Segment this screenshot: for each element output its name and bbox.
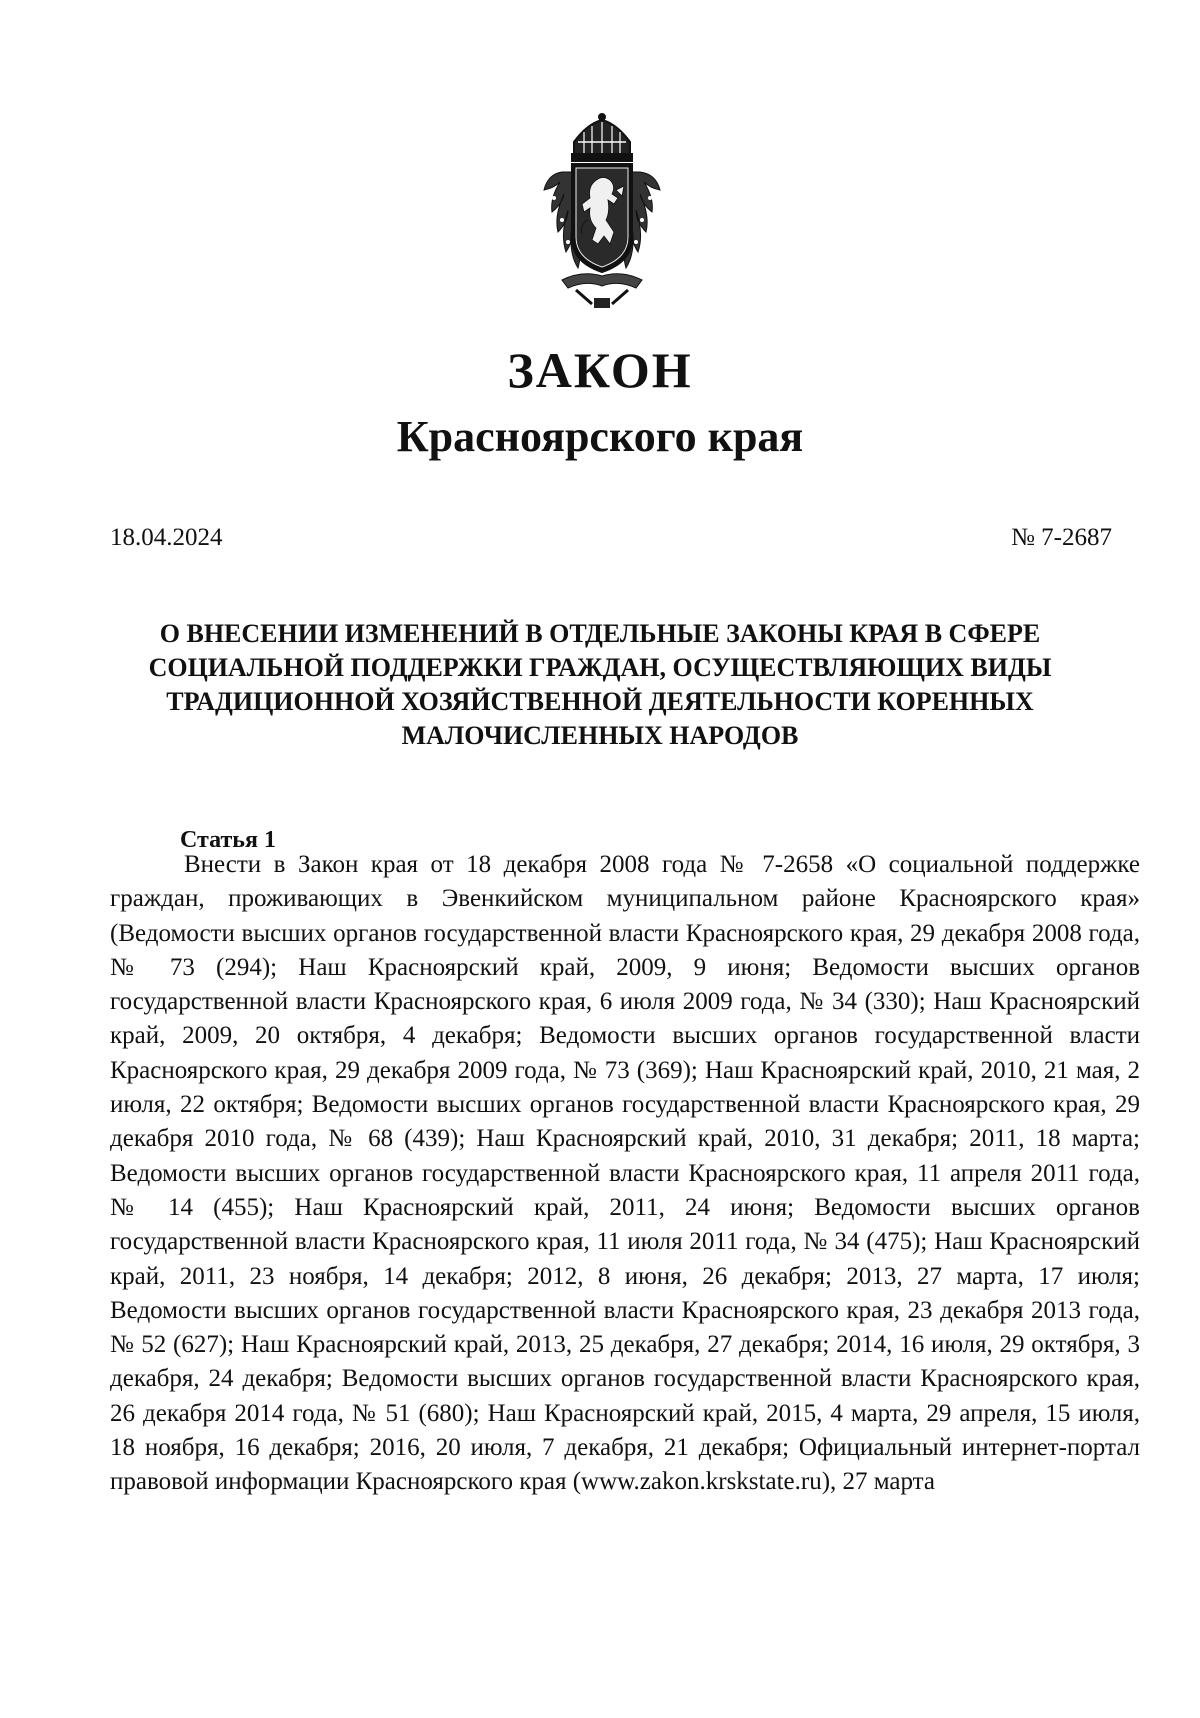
heading-line: МАЛОЧИСЛЕННЫХ НАРОДОВ: [401, 721, 799, 750]
heading-line: О ВНЕСЕНИИ ИЗМЕНЕНИЙ В ОТДЕЛЬНЫЕ ЗАКОНЫ КРАЯ В СФЕРЕ: [159, 619, 1041, 648]
heading-line: СОЦИАЛЬНОЙ ПОДДЕРЖКИ ГРАЖДАН, ОСУЩЕСТВЛЯЮЩИХ ВИДЫ: [148, 653, 1052, 682]
coat-of-arms-icon: [532, 112, 672, 312]
law-number: № 7-2687: [1011, 524, 1112, 551]
article-body: Внести в Закон края от 18 декабря 2008 года № 7-2658 «О социальной поддержке граждан, проживающих в Эвенкийском муниципальном районе Красноярского края» (Ведомости высших органов государственной власти Красноярского края, 29 декабря 2008 года, № 73 (294); Наш Красноярский край, 2009, 9 июня; Ведомости высших органов государственной власти Красноярского края, 6 июля 2009 года, № 34 (330); Наш Красноярский край, 2009, 20 октября, 4 декабря; Ведомости высших органов государственной власти Красноярского края, 29 декабря 2009 года, № 73 (369); Наш Красноярский край, 2010, 21 мая, 2 июля, 22 октября; Ведомости высших органов государственной власти Красноярского края, 29 декабря 2010 года, № 68 (439); Наш Красноярский край, 2010, 31 декабря; 2011, 18 марта; Ведомости высших органов государственной власти Красноярского края, 11 апреля 2011 года, № 14 (455); Наш Красноярский край, 2011, 24 июня; Ведомости высших органов государственной власти Красноярского края, 11 июля 2011 года, № 34 (475); Наш Красноярский край, 2011, 23 ноября, 14 декабря; 2012, 8 июня, 26 декабря; 2013, 27 марта, 17 июля; Ведомости высших органов государственной власти Красноярского края, 23 декабря 2013 года, № 52 (627); Наш Красноярский край, 2013, 25 декабря, 27 декабря; 2014, 16 июля, 29 октября, 3 декабря, 24 декабря; Ведомости высших органов государственной власти Красноярского края, 26 декабря 2014 года, № 51 (680); Наш Красноярский край, 2015, 4 марта, 29 апреля, 15 июля, 18 ноября, 16 декабря; 2016, 20 июля, 7 декабря, 21 декабря; Официальный интернет-портал правовой информации Красноярского края (www.zakon.krskstate.ru), 27 марта: [110, 851, 1140, 1496]
article-title: Статья 1: [180, 827, 276, 853]
heading-line: ТРАДИЦИОННОЙ ХОЗЯЙСТВЕННОЙ ДЕЯТЕЛЬНОСТИ КОРЕННЫХ: [166, 687, 1034, 716]
law-subtitle: Красноярского края: [396, 412, 804, 461]
law-date: 18.04.2024: [110, 524, 223, 551]
law-title: ЗАКОН: [507, 342, 693, 398]
document-heading: [100, 617, 1100, 753]
